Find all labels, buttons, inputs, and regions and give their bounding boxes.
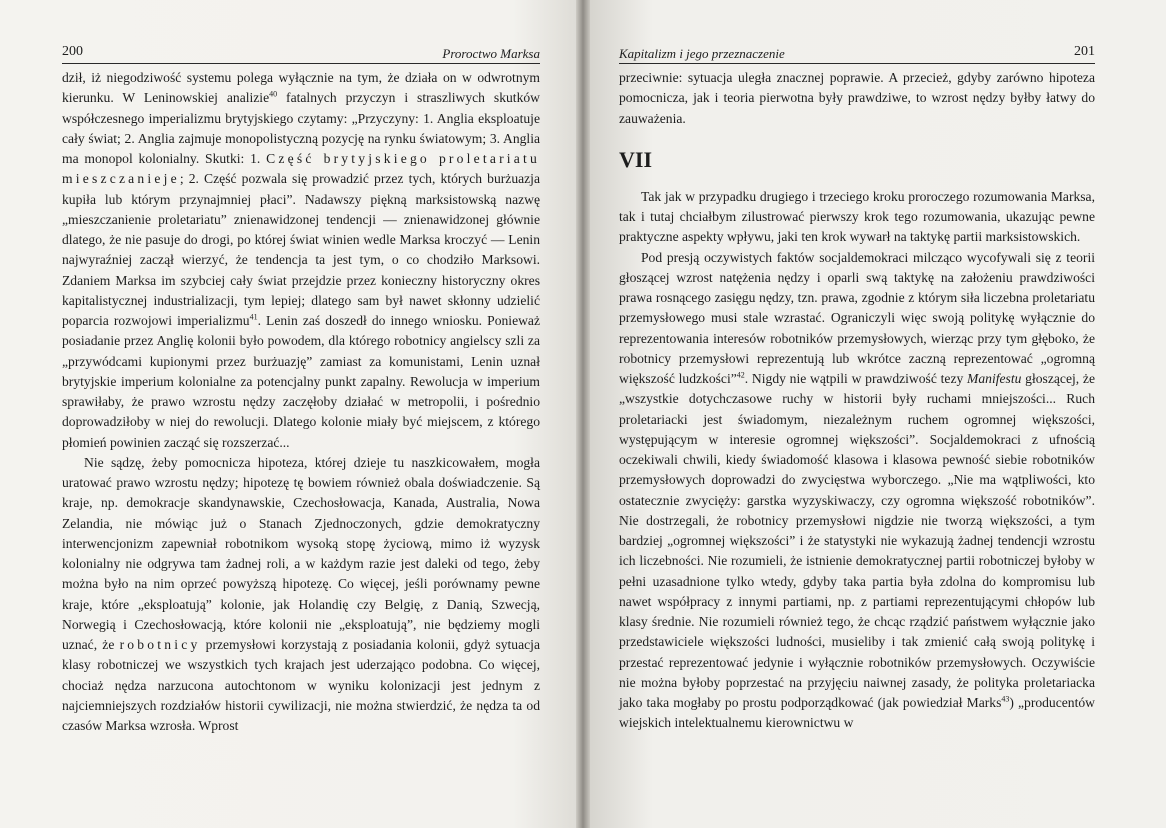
footnote-marker: 40 — [269, 89, 278, 99]
running-head: Kapitalizm i jego przeznaczenie — [619, 46, 785, 61]
paragraph — [619, 187, 1095, 248]
emphasized-text: robotnicy — [119, 637, 201, 652]
italic-text: Manifestu — [967, 371, 1022, 386]
text-run: przemysłowi korzystają z posiadania kolonii, gdyż sytuacja klasy robotniczej we wszystkich tych krajach jest uderzająco podobna. Co więcej, chociaż nędza narzucona autochtonom w wyniku kolonizacji jest jednym z najciemniejszych rozdziałów historii cywilizacji, nie można stwierdzić, że nędza ta od czasów Marksa wzrosła. Wprost — [62, 637, 540, 733]
paragraph — [62, 68, 540, 453]
text-run: głoszącej, że „wszystkie dotychczasowe ruchy w historii były ruchami mniejszości... Ruch proletariacki jest świadomym, niezależnym ruchem ogromnej większości, występującym w interesie ogromnej większości”. Socjaldemokraci z ufnością oczekiwali chwili, kiedy świadomość klasowa i klasowa pewność siebie robotników przemysłowych doprowadzi do zwycięstwa wyborczego. „Nie ma wątpliwości, kto ostatecznie zwycięży: garstka wyzyskiwaczy, czy ogromna większość robotników”. Nie dostrzegali, że robotnicy przemysłowi nigdzie nie tworzą większości, a tym bardziej „ogromnej większości” i że statystyki nie wykazują żadnej tendencji wzrostu ich liczebności. Nie rozumieli, że istnienie demokratycznej partii robotniczej byłoby w pełni uzasadnione tylko wtedy, gdyby taka partia była zdolna do kompromisu lub nawet współpracy z innymi partiami, np. z partiami reprezentującymi chłopów lub klasy średnie. Nie rozumieli również tego, że chcąc rządzić państwem wyłącznie jako przedstawiciele większości ludności, musieliby i tak zmienić całą swoją politykę i przestać reprezentować jedynie i wyłącznie robotników przemysłowych. Oczywiście nie można byłoby poprzestać na przyjęciu naiwnej zasady, że polityka proletariacka jako taka mogłaby po prostu podporządkować (jak powiedział Marks — [619, 371, 1095, 710]
footnote-marker: 41 — [249, 312, 258, 322]
text-run: ; 2. Część pozwala się prowadzić przez tych, których burżuazja kupiła lub którym przynajmniej płaci”. Nadawszy piękną marksistowską nazwę „mieszczanienie proletariatu” znienawidzonej tendencji — znienawidzonej głównie dlatego, że nie pasuje do drogi, po której świat winien wedle Marksa kroczyć — Lenin najwyraźniej zaczął wierzyć, że tendencja ta jest tym, o co chodziło Marksowi. Zdaniem Marksa im szybciej cały świat przejdzie przez konieczny historyczny okres kapitalistycznej industrializacji, tym lepiej; dlatego sam był nawet skłonny udzielić poparcia rozwojowi imperializmu — [62, 171, 540, 328]
text-run: . Lenin zaś doszedł do innego wniosku. Ponieważ posiadanie przez Anglię kolonii było powodem, dla którego robotnicy angielscy szli za „przywódcami kupionymi przez burżuazję” zamiast za komunistami, Lenin uznał brytyjskie imperium kolonialne za potencjalny punkt zapalny. Rewolucja w imperium sprawiłaby, że prawo wzrostu nędzy zaczęłoby działać w metropolii, i pośrednio doprowadziłoby w niej do rewolucji. Dlatego kolonie miały być miejscem, z którego płomień powinien zacząć się rozszerzać... — [62, 313, 540, 450]
text-run: ) „producentów wiejskich intelektualnemu kierownictwu w — [619, 695, 1095, 731]
footnote-marker: 43 — [1001, 694, 1010, 704]
page-number: 200 — [62, 44, 83, 59]
header-rule — [62, 63, 540, 64]
right-body-after — [619, 187, 1095, 734]
section-heading: VII — [619, 146, 653, 172]
right-body-before — [619, 68, 1095, 129]
text-run: fatalnych przyczyn i straszliwych skutków współczesnego imperializmu brytyjskiego czytamy: „Przyczyny: 1. Anglia eksploatuje cały świat; 2. Anglia zajmuje monopolistyczną pozycję na rynku światowym; 3. Anglia ma monopol kolonialny. Skutki: 1. — [62, 90, 540, 166]
paragraph — [619, 68, 1095, 129]
header-rule — [619, 63, 1095, 64]
text-run: przeciwnie: sytuacja uległa znacznej poprawie. A przecież, gdyby zarówno hipoteza pomocnicza, jak i teoria pierwotna były prawdziwe, to wzrost nędzy byłby łatwy do zauważenia. — [619, 70, 1095, 126]
left-page-body — [62, 68, 540, 736]
right-page — [583, 0, 1166, 828]
text-run: Tak jak w przypadku drugiego i trzeciego kroku proroczego rozumowania Marksa, tak i tutaj chciałbym zilustrować pierwszy krok tego rozumowania, ukazując pewne praktyczne aspekty wpływu, jaki ten krok wywarł na taktykę partii marksistowskich. — [619, 188, 1095, 245]
footnote-marker: 42 — [736, 370, 745, 380]
paragraph — [619, 248, 1095, 734]
paragraph — [62, 453, 540, 737]
emphasized-text: Część brytyjskiego proletariatu mieszczanieje — [62, 151, 540, 187]
running-head: Proroctwo Marksa — [442, 46, 540, 61]
book-gutter — [576, 0, 590, 828]
page-number: 201 — [1074, 44, 1095, 59]
text-run: Pod presją oczywistych faktów socjaldemokraci milcząco wycofywali się z teorii głoszącej wzrost natężenia nędzy i oparli swą taktykę na założeniu prawdziwości prawa rosnącego zasięgu nędzy, tzn. prawa, zgodnie z którym siła liczebna proletariatu przemysłowego musi stale wzrastać. Ograniczyli więc swoją politykę wyłącznie do reprezentowania interesów robotników przemysłowych, wierząc przy tym głęboko, że robotnicy przemysłowi reprezentują lub wkrótce zaczną reprezentować „ogromną większość ludzkości” — [619, 249, 1095, 386]
text-run: Nie sądzę, żeby pomocnicza hipoteza, której dzieje tu naszkicowałem, mogła uratować prawo wzrostu nędzy; hipotezę tę bowiem również obala doświadczenie. Są kraje, np. demokracje skandynawskie, Czechosłowacja, Kanada, Australia, Nowa Zelandia, nie mówiąc już o Stanach Zjednoczonych, gdzie demokratyczny interwencjonizm zapewniał robotnikom wysoką stopę życiową, mimo iż wyzysk kolonialny nie odgrywa tam żadnej roli, a w każdym razie jest daleki od tego, żeby można było na nim oprzeć powyższą hipotezę. Co więcej, jeśli porównamy pewne kraje, które „eksploatują” kolonie, jak Holandię czy Belgię, z Danią, Szwecją, Norwegią i Czechosłowacją, które kolonii nie „eksploatują”, nie będziemy mogli uznać, że — [62, 454, 540, 652]
right-page-body — [619, 68, 1095, 734]
text-run: . Nigdy nie wątpili w prawdziwość tezy — [744, 371, 968, 386]
text-run: dził, iż niegodziwość systemu polega wyłącznie na tym, że działa on w odwrotnym kierunku. W Leninowskiej analizie — [62, 70, 540, 106]
